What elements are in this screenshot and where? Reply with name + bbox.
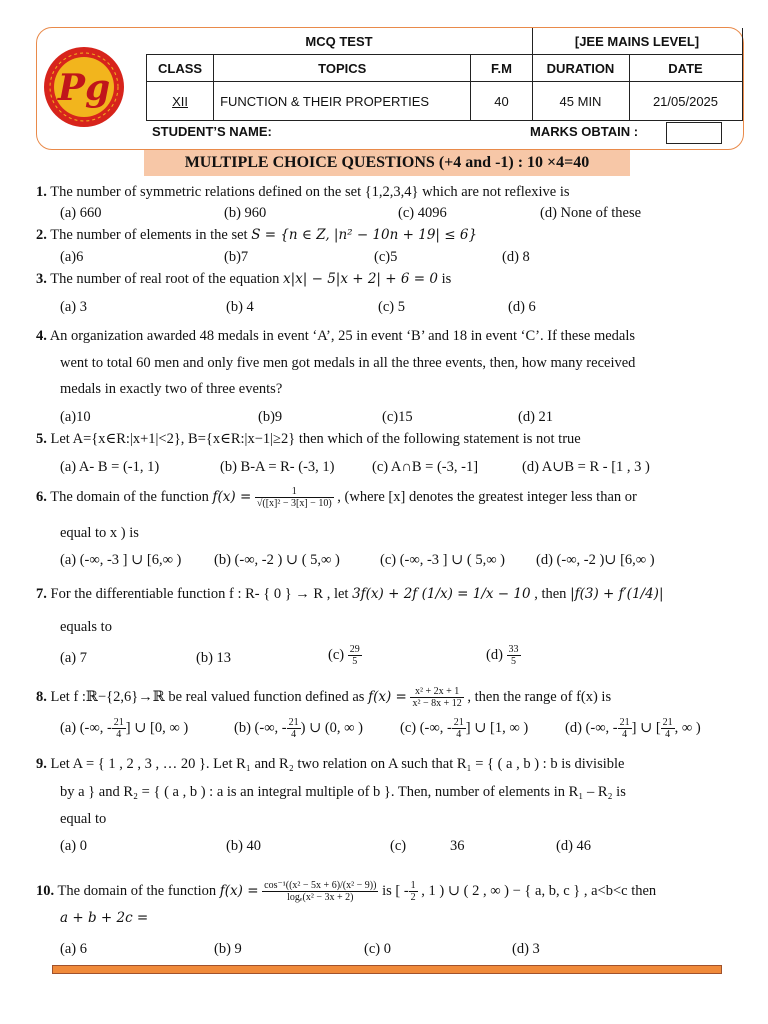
option-b[interactable]: (b) (-∞, - $\frac{21}{4}$ ) ∪ (0, ∞ ): [234, 717, 363, 740]
question-5: 5. Let A={x∈R:|x+1|<2}, B={x∈R:|x−1|≥2} then which of the following statement is not true: [36, 431, 581, 447]
question-10-line-2: a + b + 2c =: [60, 910, 149, 926]
student-name-label: STUDENT’S NAME:: [152, 124, 272, 139]
option-a[interactable]: (a) 7: [60, 650, 87, 666]
question-4: 4. An organization awarded 48 medals in event ‘A’, 25 in event ‘B’ and 18 in event ‘C’. If these medals: [36, 328, 636, 344]
option-c[interactable]: (c) A∩B = (-3, -1]: [372, 459, 479, 475]
question-3: 3. The number of real root of the equation x|x| − 5|x + 2| + 6 = 0 is: [36, 271, 452, 287]
option-c[interactable]: (c) (-∞, - $\frac{21}{4}$ ] ∪ [1, ∞ ): [400, 717, 529, 740]
option-b[interactable]: (b) B-A = R- (-3, 1): [220, 459, 335, 475]
option-a[interactable]: (a)6: [60, 249, 84, 265]
option-b[interactable]: (b)7: [224, 249, 249, 265]
fraction: $\frac{\text{cos⁻¹((x² − 5x + 6)/(x² − 9))}}{\text{logₑ(x² − 3x + 2)}}$: [264, 880, 377, 903]
option-c[interactable]: (c) (-∞, -3 ] ∪ ( 5,∞ ): [380, 552, 506, 568]
option-b[interactable]: (b) 9: [214, 941, 242, 957]
question-text: The number of symmetric relations defined on the set {1,2,3,4} which are not reflexive is: [50, 184, 570, 200]
option-a[interactable]: (a) 3: [60, 299, 87, 315]
footer-bar: [52, 965, 722, 974]
math-expression-2: |f(3) + f′(1/4)|: [570, 586, 664, 602]
test-title: MCQ TEST: [147, 28, 533, 55]
question-4-line-2: went to total 60 men and only five men got medals in all the three events, then, how many received: [60, 355, 636, 371]
option-c-value[interactable]: 36: [450, 838, 465, 854]
marks-label: MARKS OBTAIN :: [530, 124, 639, 139]
option-d[interactable]: (d) 8: [502, 249, 530, 265]
question-1: 1. The number of symmetric relations defined on the set {1,2,3,4} which are not reflexive is: [36, 184, 570, 200]
question-6: 6. The domain of the function f(x) = $\frac{1}{\text{√([x]² − 3[x] − 10)}}$ , (where [x] denotes the greatest integer less than or: [36, 486, 637, 509]
option-b[interactable]: (b) 40: [226, 838, 262, 854]
option-d[interactable]: (d) $\frac{33}{5}$: [486, 644, 519, 667]
question-8: 8. Let f :ℝ−{2,6}→ℝ be real valued function defined as f(x) = $\frac{\text{x² + 2x + 1}}{\text{x² − 8x + 12}}$ , then the range of f(x) is: [36, 686, 612, 709]
option-a[interactable]: (a) (-∞, -3 ] ∪ [6,∞ ): [60, 552, 182, 568]
col-duration: DURATION: [532, 55, 629, 82]
option-d[interactable]: (d) 21: [518, 409, 554, 425]
question-2: 2. The number of elements in the set S = {n ∈ Z, |n² − 10n + 19| ≤ 6}: [36, 227, 478, 243]
option-b[interactable]: (b) 4: [226, 299, 254, 315]
test-level: [JEE MAINS LEVEL]: [532, 28, 742, 55]
option-b[interactable]: (b) (-∞, -2 ) ∪ ( 5,∞ ): [214, 552, 340, 568]
option-a[interactable]: (a) A- B = (-1, 1): [60, 459, 160, 475]
col-date: DATE: [629, 55, 742, 82]
option-a[interactable]: (a) 660: [60, 205, 102, 221]
topics-value: FUNCTION & THEIR PROPERTIES: [214, 82, 471, 121]
marks-input-box[interactable]: [666, 122, 722, 144]
option-c[interactable]: (c) $\frac{29}{5}$: [328, 644, 360, 667]
header-table: [146, 28, 743, 121]
option-d[interactable]: (d) (-∞, - $\frac{21}{4}$ ] ∪ [ $\frac{21}{4}$ , ∞ ): [565, 717, 701, 740]
option-d[interactable]: (d) (-∞, -2 )∪ [6,∞ ): [536, 552, 655, 568]
col-fm: F.M: [471, 55, 532, 82]
option-a[interactable]: (a) 0: [60, 838, 87, 854]
fm-value: 40: [471, 82, 532, 121]
school-logo: [42, 45, 126, 129]
option-c[interactable]: (c): [390, 838, 407, 854]
option-d[interactable]: (d) 6: [508, 299, 536, 315]
option-d[interactable]: (d) None of these: [540, 205, 642, 221]
option-c[interactable]: (c)5: [374, 249, 398, 265]
question-7-line-2: equals to: [60, 619, 112, 635]
fraction: $\frac{\text{x² + 2x + 1}}{\text{x² − 8x + 12}}$: [412, 686, 462, 709]
option-a[interactable]: (a) (-∞, - $\frac{21}{4}$ ] ∪ [0, ∞ ): [60, 717, 189, 740]
option-c[interactable]: (c) 0: [364, 941, 391, 957]
question-6-line-2: equal to x ) is: [60, 525, 139, 541]
question-4-line-3: medals in exactly two of three events?: [60, 381, 283, 397]
fraction: $\frac{1}{\text{√([x]² − 3[x] − 10)}}$: [256, 486, 332, 509]
math-expression: x|x| − 5|x + 2| + 6 = 0: [282, 271, 438, 287]
option-b[interactable]: (b)9: [258, 409, 283, 425]
math-expression: S = {n ∈ Z, |n² − 10n + 19| ≤ 6}: [251, 227, 478, 243]
option-d[interactable]: (d) 46: [556, 838, 592, 854]
col-class: CLASS: [147, 55, 214, 82]
option-d[interactable]: (d) 3: [512, 941, 540, 957]
col-topics: TOPICS: [214, 55, 471, 82]
option-a[interactable]: (a) 6: [60, 941, 87, 957]
duration-value: 45 MIN: [532, 82, 629, 121]
option-c[interactable]: (c) 4096: [398, 205, 447, 221]
option-c[interactable]: (c)15: [382, 409, 413, 425]
question-7: 7. For the differentiable function f : R- { 0 } → R , let 3f(x) + 2f (1/x) = 1/x − 10 , then |f(3) + f′(1/4)|: [36, 586, 664, 602]
option-b[interactable]: (b) 960: [224, 205, 267, 221]
question-9-line-3: equal to: [60, 811, 107, 827]
math-expression: 3f(x) + 2f (1/x) = 1/x − 10: [352, 586, 531, 602]
option-a[interactable]: (a)10: [60, 409, 91, 425]
date-value: 21/05/2025: [629, 82, 742, 121]
section-banner: MULTIPLE CHOICE QUESTIONS (+4 and -1) : 10 ×4=40: [144, 150, 630, 176]
question-9: 9. Let A = { 1 , 2 , 3 , … 20 }. Let R₁ and R₂ two relation on A such that R₁ = { ( a , b ) : b is divisible: [36, 756, 625, 772]
option-c[interactable]: (c) 5: [378, 299, 405, 315]
logo-letters: Pg: [57, 67, 111, 109]
option-d[interactable]: (d) A∪B = R - [1 , 3 ): [522, 459, 650, 475]
half-fraction: $\frac{1}{2}$: [410, 880, 416, 903]
class-value: XII: [147, 82, 214, 121]
option-b[interactable]: (b) 13: [196, 650, 232, 666]
question-9-line-2: by a } and R₂ = { ( a , b ) : a is an integral multiple of b }. Then, number of elements in R₁ – R₂ is: [60, 784, 626, 800]
question-10: 10. The domain of the function f(x) = $\frac{\text{cos⁻¹((x² − 5x + 6)/(x² − 9))}}{\text{logₑ(x² − 3x + 2)}}$ is [ - $\frac{1}{2}$ , 1 ) ∪ ( 2 , ∞ ) − { a, b, c } , a<b<c then: [36, 880, 657, 903]
